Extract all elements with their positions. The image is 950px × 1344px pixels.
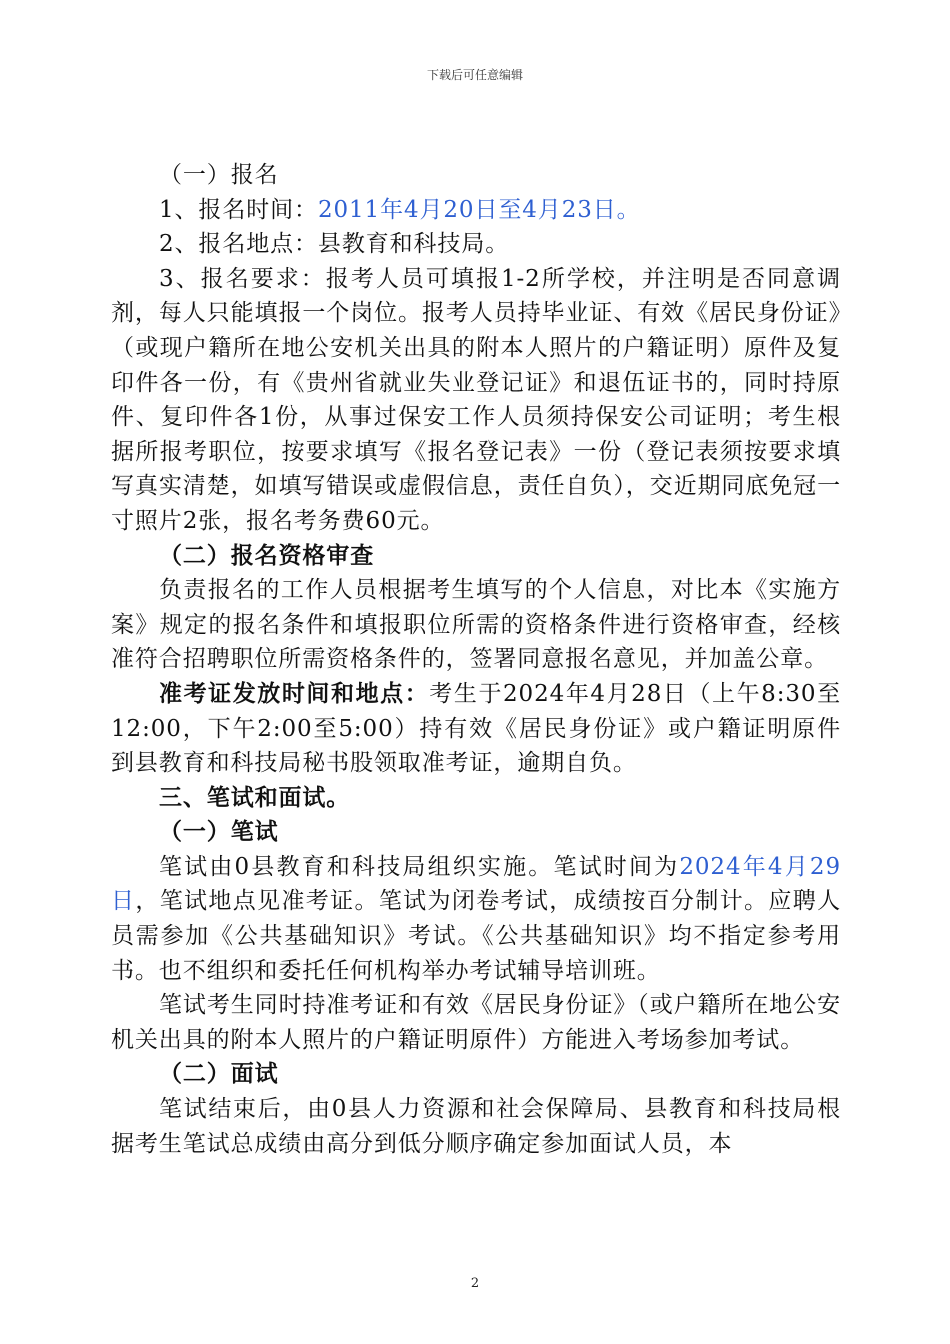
page-header: 下载后可任意编辑 bbox=[426, 68, 523, 82]
written-exam-date: 2024年4月29日 bbox=[111, 853, 841, 915]
written-exam-text bbox=[111, 850, 841, 988]
written-exam-entry: 笔试考生同时持准考证和有效《居民身份证》（或户籍所在地公安机关出具的附本人照片的户籍证明原件）方能进入考场参加考试。 bbox=[111, 992, 841, 1053]
registration-time-label: 1、报名时间： bbox=[159, 196, 318, 223]
written-exam-text-pre: 笔试由0县教育和科技局组织实施。笔试时间为 bbox=[159, 853, 680, 880]
registration-time bbox=[111, 193, 841, 228]
registration-place: 2、报名地点：县教育和科技局。 bbox=[159, 231, 510, 258]
section-heading-exam: 三、笔试和面试。 bbox=[159, 784, 351, 811]
registration-requirements: 3、报名要求：报考人员可填报1-2所学校，并注明是否同意调剂，每人只能填报一个岗位。报考人员持毕业证、有效《居民身份证》（或现户籍所在地公安机关出具的附本人照片的户籍证明）原件及复印件各一份，有《贵州省就业失业登记证》和退伍证书的，同时持原件、复印件各1份，从事过保安工作人员须持保安公司证明；考生根据所报考职位，按要求填写《报名登记表》一份（登记表须按要求填写真实清楚，如填写错误或虚假信息，责任自负），交近期同底免冠一寸照片2张，报名考务费60元。 bbox=[111, 265, 841, 534]
registration-time-value: 2011年4月20日至4月23日。 bbox=[317, 196, 641, 223]
document-body bbox=[111, 158, 841, 1161]
page-number: 2 bbox=[470, 1276, 480, 1291]
written-exam-text-post: ，笔试地点见准考证。笔试为闭卷考试，成绩按百分制计。应聘人员需参加《公共基础知识》考试。《公共基础知识》均不指定参考用书。也不组织和委托任何机构举办考试辅导培训班。 bbox=[111, 888, 841, 984]
section-heading-interview: （二）面试 bbox=[159, 1061, 279, 1088]
section-heading-registration: （一）报名 bbox=[159, 162, 279, 188]
qualification-review-text: 负责报名的工作人员根据考生填写的个人信息，对比本《实施方案》规定的报名条件和填报职位所需的资格条件进行资格审查，经核准符合招聘职位所需资格条件的，签署同意报名意见，并加盖公章。 bbox=[111, 577, 841, 673]
section-heading-written-exam: （一）笔试 bbox=[159, 819, 279, 846]
admission-ticket-label: 准考证发放时间和地点： bbox=[159, 680, 430, 707]
interview-text: 笔试结束后，由0县人力资源和社会保障局、县教育和科技局根据考生笔试总成绩由高分到低分顺序确定参加面试人员，本 bbox=[111, 1096, 841, 1157]
admission-ticket-info bbox=[111, 677, 841, 781]
section-heading-qualification-review: （二）报名资格审查 bbox=[159, 542, 375, 569]
admission-ticket-text: 考生于2024年4月28日（上午8:30至12:00，下午2:00至5:00）持有效《居民身份证》或户籍证明原件到县教育和科技局秘书股领取准考证，逾期自负。 bbox=[111, 680, 842, 777]
